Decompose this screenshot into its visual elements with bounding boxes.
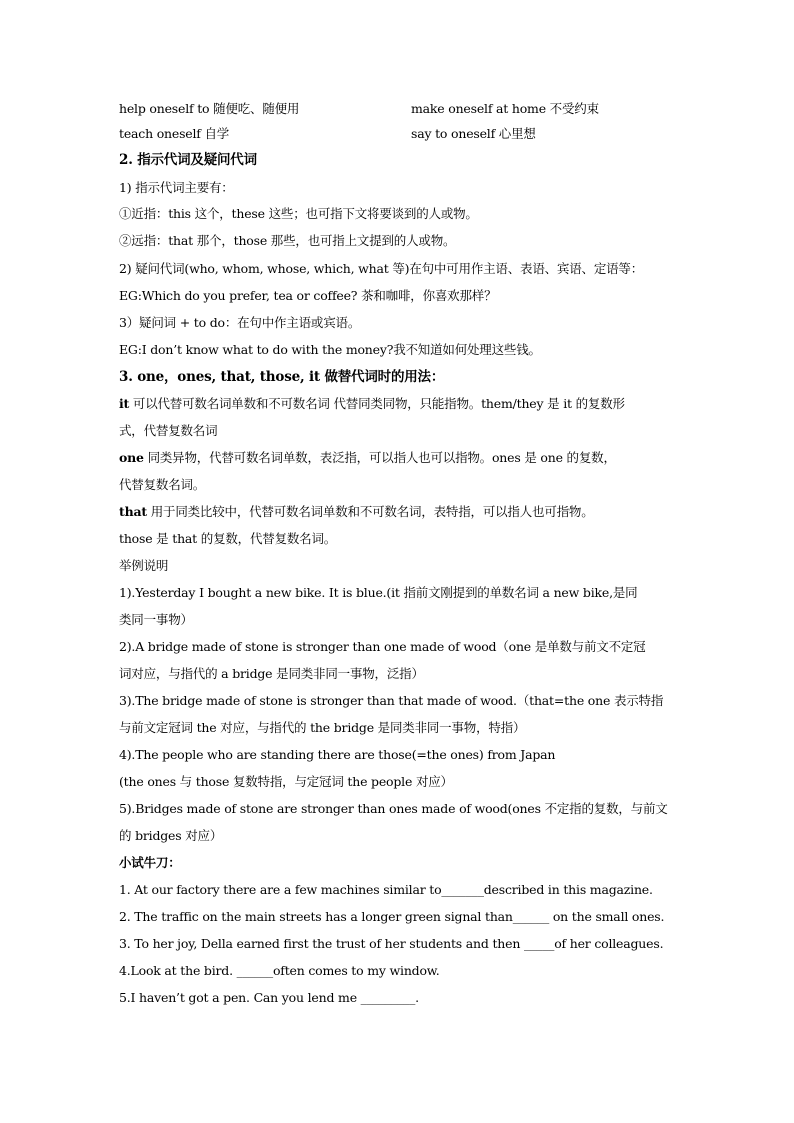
phrase-row-2 <box>119 126 536 142</box>
practice-title: 小试牛刀： <box>119 855 181 870</box>
section-2-point-1: 1) 指示代词主要有： <box>119 180 234 195</box>
it-usage-line-2: 式，代替复数名词 <box>119 423 218 438</box>
section-2-near-demonstrative: ①近指：this 这个，these 这些；也可指下文将要谈到的人或物。 <box>119 206 478 221</box>
that-usage-line <box>119 504 594 520</box>
example-5-line-1: 5).Bridges made of stone are stronger than ones made of wood(ones 不定指的复数，与前文 <box>119 801 668 816</box>
section-2-point-2: 2) 疑问代词(who, whom, whose, which, what 等)在句中可用作主语、表语、宾语、定语等： <box>119 261 644 276</box>
that-usage-text: 用于同类比较中，代替可数名词单数和不可数名词，表特指，可以指人也可指物。 <box>150 504 594 519</box>
section-2-point-3: 3）疑问词 + to do：在句中作主语或宾语。 <box>119 315 361 330</box>
phrase-row-1 <box>119 101 599 117</box>
section-2-far-demonstrative: ②远指：that 那个，those 那些，也可指上文提到的人或物。 <box>119 233 456 248</box>
example-4-line-1: 4).The people who are standing there are those(=the ones) from Japan <box>119 747 556 762</box>
those-usage-line: those 是 that 的复数，代替复数名词。 <box>119 531 337 546</box>
example-1-line-1: 1).Yesterday I bought a new bike. It is blue.(it 指前文刚提到的单数名词 a new bike,是同 <box>119 585 638 600</box>
it-usage-line-1 <box>119 396 625 412</box>
phrase-help-oneself: help oneself to 随便吃、随便用 <box>119 101 300 116</box>
example-3-line-1: 3).The bridge made of stone is stronger than that made of wood.（that=the one 表示特指 <box>119 693 664 708</box>
practice-question-5: 5.I haven’t got a pen. Can you lend me _________. <box>119 990 419 1005</box>
section-2-example-1: EG:Which do you prefer, tea or coffee? 茶和咖啡，你喜欢那样？ <box>119 288 497 303</box>
example-4-line-2: (the ones 与 those 复数特指，与定冠词 the people 对应） <box>119 774 453 789</box>
one-usage-line-2: 代替复数名词。 <box>119 477 206 492</box>
one-usage-line-1 <box>119 450 616 466</box>
practice-question-1: 1. At our factory there are a few machines similar to_______described in this magazine. <box>119 882 653 897</box>
one-term: one <box>119 450 144 465</box>
section-2-example-2: EG:I don’t know what to do with the money?我不知道如何处理这些钱。 <box>119 342 541 357</box>
practice-question-4: 4.Look at the bird. ______often comes to my window. <box>119 963 440 978</box>
examples-title: 举例说明 <box>119 558 169 573</box>
one-usage-text: 同类异物，代替可数名词单数，表泛指，可以指人也可以指物。ones 是 one 的复数， <box>147 450 616 465</box>
section-3-heading: 3. one，ones, that, those, it 做替代词时的用法： <box>119 369 445 385</box>
it-term: it <box>119 396 130 411</box>
example-1-line-2: 类同一事物） <box>119 612 193 627</box>
example-2-line-1: 2).A bridge made of stone is stronger than one made of wood（one 是单数与前文不定冠 <box>119 639 646 654</box>
example-5-line-2: 的 bridges 对应） <box>119 828 223 843</box>
phrase-teach-oneself: teach oneself 自学 <box>119 126 230 141</box>
practice-question-2: 2. The traffic on the main streets has a longer green signal than______ on the small ones. <box>119 909 665 924</box>
section-2-heading: 2. 指示代词及疑问代词 <box>119 152 257 168</box>
practice-question-3: 3. To her joy, Della earned first the trust of her students and then _____of her colleagues. <box>119 936 664 951</box>
it-usage-text: 可以代替可数名词单数和不可数名词 代替同类同物，只能指物。them/they 是 it 的复数形 <box>132 396 625 411</box>
example-2-line-2: 词对应，与指代的 a bridge 是同类非同一事物，泛指） <box>119 666 424 681</box>
phrase-say-to-oneself: say to oneself 心里想 <box>411 126 536 141</box>
phrase-make-oneself-at-home: make oneself at home 不受约束 <box>411 101 599 116</box>
example-3-line-2: 与前文定冠词 the 对应，与指代的 the bridge 是同类非同一事物，特指） <box>119 720 526 735</box>
that-term: that <box>119 504 147 519</box>
